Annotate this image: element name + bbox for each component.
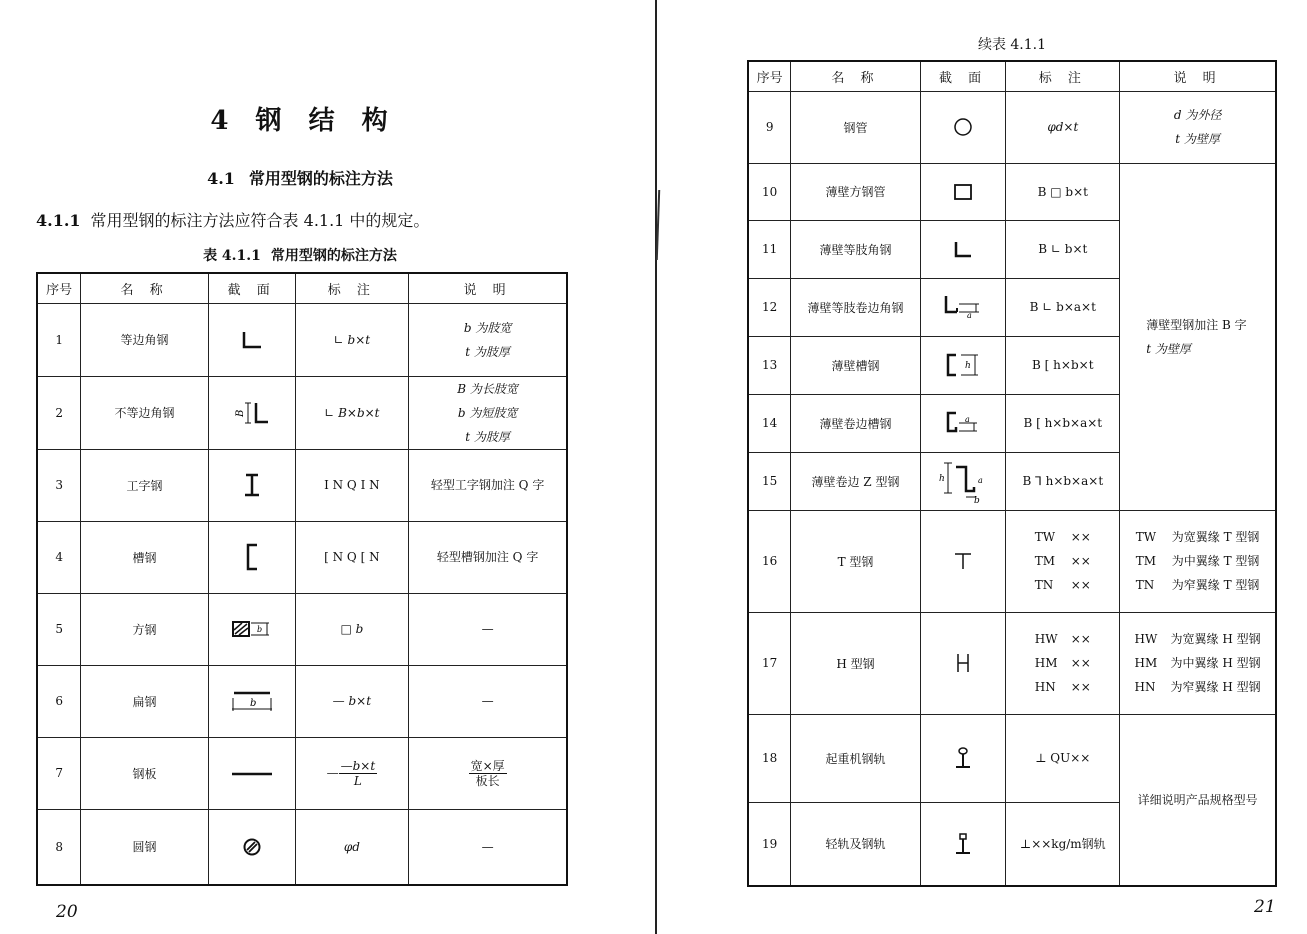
crane-rail-icon bbox=[954, 747, 972, 769]
table-row: 9 钢管 φd×t d 为外径 t 为壁厚 bbox=[748, 91, 1276, 163]
merged-desc-rails: 详细说明产品规格型号 bbox=[1120, 714, 1276, 886]
section-heading: 4.1 常用型钢的标注方法 bbox=[207, 169, 393, 188]
equal-angle-icon bbox=[241, 330, 263, 350]
svg-text:h: h bbox=[965, 361, 971, 371]
svg-text:a: a bbox=[965, 415, 970, 424]
svg-text:b: b bbox=[249, 698, 257, 709]
continued-caption: 续表 4.1.1 bbox=[977, 37, 1047, 53]
steel-table-part2 bbox=[747, 60, 1277, 887]
clause-text: 4.1.1 常用型钢的标注方法应符合表 4.1.1 中的规定。 bbox=[36, 211, 430, 230]
table-row: 8 圆钢 φd — bbox=[37, 809, 567, 885]
table-row: 15 薄壁卷边 Z 型钢 h b a B ⅂ h×b×a×t bbox=[748, 452, 1276, 510]
chapter-title: 4 钢 结 构 bbox=[210, 106, 390, 136]
pipe-icon bbox=[952, 116, 974, 138]
svg-text:a: a bbox=[967, 311, 972, 320]
i-beam-icon bbox=[242, 473, 262, 497]
thin-channel-icon bbox=[945, 353, 981, 377]
table-row: 19 轻轨及钢轨 ⊥××kg/m钢轨 bbox=[748, 802, 1276, 886]
h-section-icon bbox=[955, 653, 971, 673]
thin-lipped-channel-icon bbox=[945, 411, 981, 435]
page-number-right: 21 bbox=[1254, 897, 1276, 917]
table-row: 2 不等边角钢 B ∟ B×b×t B 为长肢宽 b 为短肢宽 t 为肢厚 bbox=[37, 376, 567, 449]
table-row: 14 薄壁卷边槽钢 a B [ h×b×a×t bbox=[748, 394, 1276, 452]
svg-text:b: b bbox=[256, 625, 262, 634]
table-row: 18 起重机钢轨 ⊥ QU×× 详细说明产品规格型号 bbox=[748, 714, 1276, 802]
table-row: 10 薄壁方钢管 B □ b×t 薄壁型钢加注 B 字 t 为壁厚 bbox=[748, 163, 1276, 220]
table-row: 6 扁钢 b — b×t — bbox=[37, 665, 567, 737]
round-bar-icon bbox=[242, 837, 262, 857]
steel-table-part1 bbox=[36, 272, 568, 886]
table-row: 12 薄壁等肢卷边角钢 a B ∟ b×a×t bbox=[748, 278, 1276, 336]
table-row: 16 T 型钢 TW ×× TM ×× TN ×× TW 为宽翼缘 T 型钢 TM 为中翼缘 T 型钢 TN 为窄翼缘 T 型钢 bbox=[748, 510, 1276, 612]
page-number-left: 20 bbox=[56, 902, 78, 922]
table-row: 3 工字钢 I N Q I N 轻型工字钢加注 Q 字 bbox=[37, 449, 567, 521]
square-bar-icon bbox=[231, 620, 273, 638]
table-row: 1 等边角钢 ∟ b×t b 为肢宽 t 为肢厚 bbox=[37, 303, 567, 376]
table-header: 序号 名 称 截 面 标 注 说 明 bbox=[748, 61, 1276, 91]
thin-square-tube-icon bbox=[953, 183, 973, 201]
flat-bar-icon bbox=[230, 690, 274, 712]
svg-text:h: h bbox=[939, 474, 945, 484]
channel-icon bbox=[244, 543, 260, 571]
table-row: 7 钢板 — $\frac{—b\times t}{L}$ $\frac{\text{宽×厚}}{\text{板长}}$ bbox=[37, 737, 567, 809]
t-section-icon bbox=[954, 552, 972, 570]
svg-text:b: b bbox=[974, 496, 980, 503]
table-row: 5 方钢 b □ b — bbox=[37, 593, 567, 665]
page-gutter bbox=[655, 0, 657, 934]
thin-lipped-z-icon bbox=[938, 459, 988, 503]
merged-desc-thin-wall: 薄壁型钢加注 B 字 t 为壁厚 bbox=[1120, 163, 1276, 510]
table-header: 序号 名 称 截 面 标 注 说 明 bbox=[37, 273, 567, 303]
table-row: 13 薄壁槽钢 h B [ h×b×t bbox=[748, 336, 1276, 394]
svg-text:a: a bbox=[978, 476, 983, 485]
unequal-angle-icon bbox=[232, 400, 272, 426]
table-caption: 表 4.1.1 常用型钢的标注方法 bbox=[203, 248, 397, 264]
thin-equal-angle-icon bbox=[953, 240, 973, 258]
svg-text:B: B bbox=[234, 409, 246, 417]
steel-plate-icon bbox=[231, 771, 273, 777]
thin-lipped-angle-icon bbox=[943, 294, 983, 320]
light-rail-icon bbox=[954, 833, 972, 855]
table-row: 4 槽钢 [ N Q [ N 轻型槽钢加注 Q 字 bbox=[37, 521, 567, 593]
table-row: 11 薄壁等肢角钢 B ∟ b×t bbox=[748, 220, 1276, 278]
table-row: 17 H 型钢 HW ×× HM ×× HN ×× HW 为宽翼缘 H 型钢 HM 为中翼缘 H 型钢 HN 为窄翼缘 H 型钢 bbox=[748, 612, 1276, 714]
